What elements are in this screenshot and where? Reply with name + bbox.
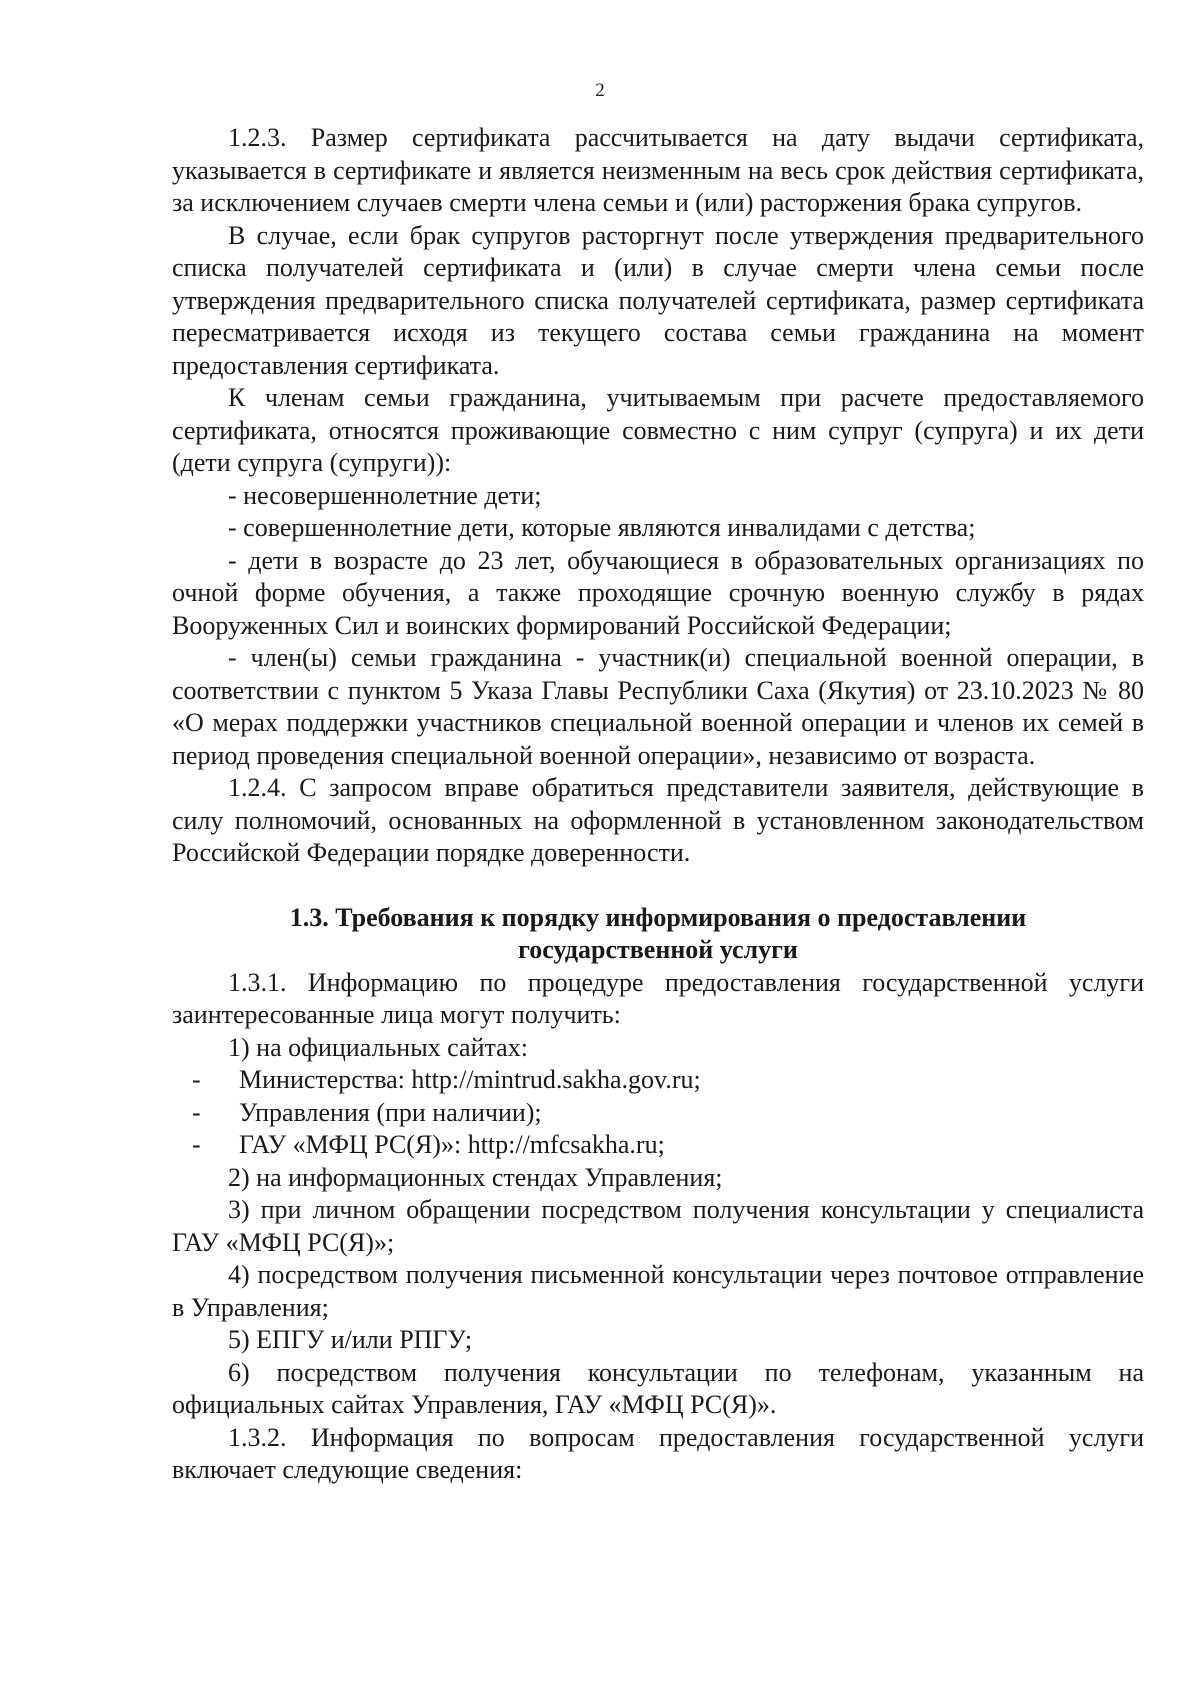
site-department-text: Управления (при наличии);: [239, 1097, 542, 1127]
site-item-ministry: [172, 1064, 1144, 1097]
section-gap: [172, 870, 1144, 902]
site-mfc-text: ГАУ «МФЦ РС(Я)»: http://mfcsakha.ru;: [239, 1130, 665, 1159]
paragraph-1-3-2: 1.3.2. Информация по вопросам предоставления государственной услуги включает следующие сведения:: [172, 1422, 1144, 1484]
page-number: 2: [595, 80, 605, 101]
dash-marker: -: [192, 1065, 201, 1094]
section-heading-1-3-line1: 1.3. Требования к порядку информирования о предоставлении: [289, 902, 1027, 932]
paragraph-1-2-3: 1.2.3. Размер сертификата рассчитывается на дату выдачи сертификата, указывается в сертификате и является неизменным на весь срок действия сертификата, за исключением случаев смерти члена семьи и (или) расторжения брака супругов.: [172, 123, 1144, 217]
dash-marker: -: [192, 1097, 201, 1127]
paragraph-1-2-4: 1.2.4. С запросом вправе обратиться представители заявителя, действующие в силу полномочий, основанных на оформленной в установленном законодательством Российской Федерации порядке доверенности.: [172, 773, 1144, 867]
list-item-svo: - член(ы) семьи гражданина - участник(и) специальной военной операции, в соответствии с пунктом 5 Указа Главы Республики Саха (Якутия) от 23.10.2023 № 80 «О мерах поддержки участников специальной военной операции и членов их семей в период проведения специальной военной операции», независимо от возраста.: [172, 643, 1144, 770]
site-item-department: [172, 1097, 1144, 1130]
paragraph-divorce: В случае, если брак супругов расторгнут после утверждения предварительного списка получателей сертификата и (или) в случае смерти члена семьи после утверждения предварительного списка получателей сертификата, размер сертификата пересматривается исходя из текущего состава семьи гражданина на момент предоставления сертификата.: [172, 220, 1144, 380]
list-item-epgu: 5) ЕПГУ и/или РПГУ;: [228, 1325, 473, 1354]
list-item-mail: 4) посредством получения письменной консультации через почтовое отправление в Управления;: [172, 1260, 1144, 1322]
document-body: [172, 122, 1144, 1487]
list-item-disabled: - совершеннолетние дети, которые являются инвалидами с детства;: [228, 513, 976, 542]
paragraph-family-members: К членам семьи гражданина, учитываемым при расчете предоставляемого сертификата, относятся проживающие совместно с ним супруг (супруга) и их дети (дети супруга (супруги)):: [172, 383, 1144, 477]
list-item-sites: 1) на официальных сайтах:: [228, 1032, 528, 1062]
list-item-students: - дети в возрасте до 23 лет, обучающиеся в образовательных организациях по очной форме обучения, а также проходящие срочную военную службу в рядах Вооруженных Сил и воинских формирований Российской Федерации;: [172, 545, 1144, 640]
site-ministry-text: Министерства: http://mintrud.sakha.gov.ru;: [239, 1065, 701, 1094]
dash-marker: -: [192, 1130, 201, 1159]
paragraph-1-3-1: 1.3.1. Информацию по процедуре предоставления государственной услуги заинтересованные лица могут получить:: [172, 967, 1144, 1029]
list-item-minors: - несовершеннолетние дети;: [228, 480, 542, 510]
list-item-stands: 2) на информационных стендах Управления;: [228, 1162, 723, 1192]
section-heading-1-3-line2: государственной услуги: [518, 935, 798, 964]
site-item-mfc: [172, 1129, 1144, 1162]
list-item-phone: 6) посредством получения консультации по телефонам, указанным на официальных сайтах Управления, ГАУ «МФЦ РС(Я)».: [172, 1357, 1144, 1419]
list-item-personal: 3) при личном обращении посредством получения консультации у специалиста ГАУ «МФЦ РС(Я)»;: [172, 1195, 1144, 1257]
